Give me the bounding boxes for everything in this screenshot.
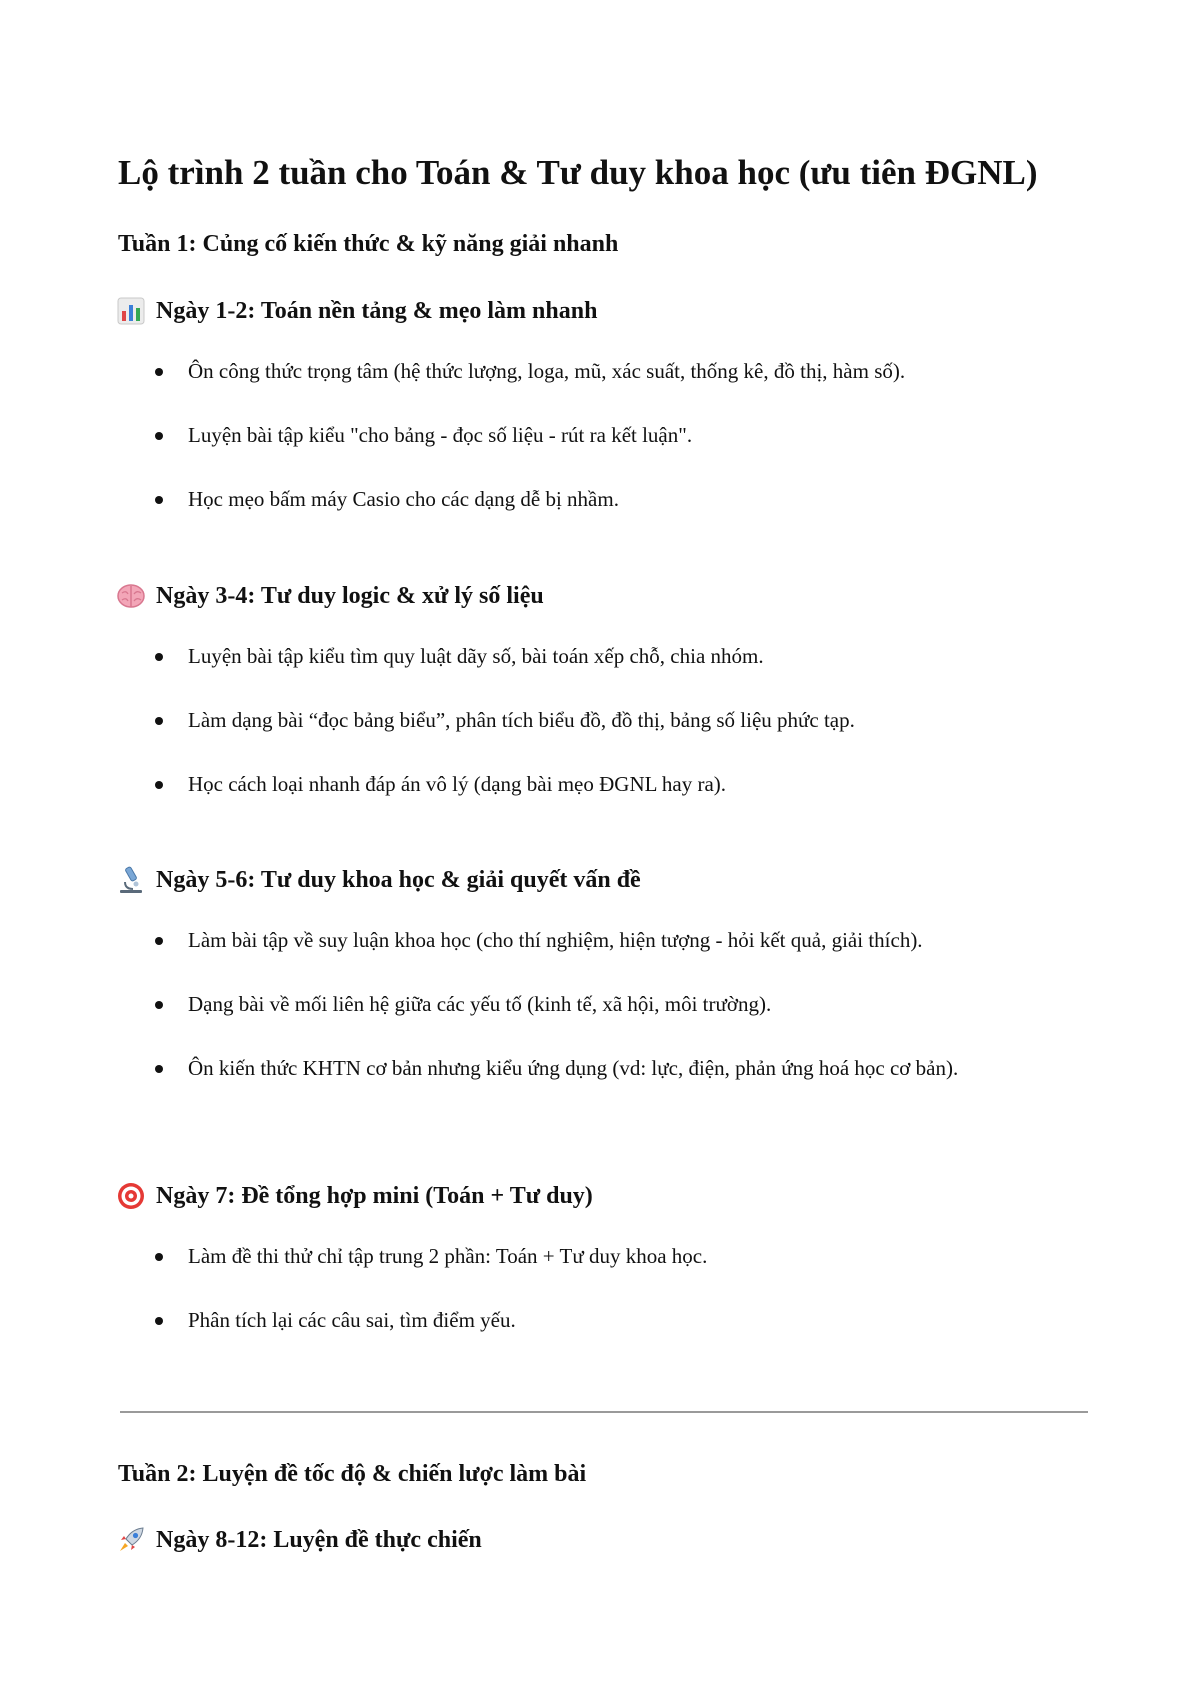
day-7-list <box>150 1240 1100 1368</box>
day-heading-label: Ngày 5-6: Tư duy khoa học & giải quyết vấn đề <box>156 867 641 893</box>
day-3-4-list <box>150 640 1100 832</box>
list-item <box>150 355 1100 387</box>
bullet-icon <box>155 1001 163 1009</box>
bullet-icon <box>155 781 163 789</box>
list-item <box>150 1052 1100 1084</box>
page-title: Lộ trình 2 tuần cho Toán & Tư duy khoa học (ưu tiên ĐGNL) <box>118 153 1038 192</box>
day-5-6-heading <box>116 864 641 896</box>
brain-icon <box>116 581 148 611</box>
list-item <box>150 640 1100 672</box>
list-item-text: Học cách loại nhanh đáp án vô lý (dạng bài mẹo ĐGNL hay ra). <box>188 772 727 796</box>
list-item <box>150 704 1100 736</box>
list-item-text: Dạng bài về mối liên hệ giữa các yếu tố (kinh tế, xã hội, môi trường). <box>188 992 772 1016</box>
list-item-text: Ôn kiến thức KHTN cơ bản nhưng kiểu ứng dụng (vd: lực, điện, phản ứng hoá học cơ bản). <box>188 1056 959 1080</box>
day-3-4-heading <box>116 580 544 612</box>
bullet-icon <box>155 1317 163 1325</box>
day-heading-label: Ngày 8-12: Luyện đề thực chiến <box>156 1527 482 1553</box>
bar-chart-icon <box>116 296 148 326</box>
week-1-heading: Tuần 1: Củng cố kiến thức & kỹ năng giải nhanh <box>118 231 619 257</box>
list-item-text: Luyện bài tập kiểu "cho bảng - đọc số liệu - rút ra kết luận". <box>188 423 693 447</box>
list-item-text: Làm đề thi thử chỉ tập trung 2 phần: Toán + Tư duy khoa học. <box>188 1244 708 1268</box>
week-2-heading: Tuần 2: Luyện đề tốc độ & chiến lược làm bài <box>118 1461 587 1487</box>
bullet-icon <box>155 368 163 376</box>
bullet-icon <box>155 717 163 725</box>
bullet-icon <box>155 653 163 661</box>
list-item <box>150 483 1100 515</box>
list-item <box>150 1240 1100 1272</box>
microscope-icon <box>116 865 148 895</box>
bullet-icon <box>155 496 163 504</box>
list-item <box>150 419 1100 451</box>
day-heading-label: Ngày 3-4: Tư duy logic & xử lý số liệu <box>156 583 544 609</box>
day-1-2-heading <box>116 295 597 327</box>
section-divider <box>120 1411 1088 1413</box>
bullet-icon <box>155 432 163 440</box>
list-item <box>150 1304 1100 1336</box>
day-1-2-list <box>150 355 1100 547</box>
list-item <box>150 768 1100 800</box>
rocket-icon <box>116 1525 148 1555</box>
list-item-text: Học mẹo bấm máy Casio cho các dạng dễ bị nhầm. <box>188 487 619 511</box>
list-item-text: Phân tích lại các câu sai, tìm điểm yếu. <box>188 1308 516 1332</box>
target-icon <box>116 1181 148 1211</box>
list-item-text: Làm bài tập về suy luận khoa học (cho thí nghiệm, hiện tượng - hỏi kết quả, giải thích). <box>188 928 923 952</box>
day-heading-label: Ngày 1-2: Toán nền tảng & mẹo làm nhanh <box>156 298 598 324</box>
bullet-icon <box>155 1065 163 1073</box>
bullet-icon <box>155 937 163 945</box>
day-5-6-list <box>150 924 1100 1116</box>
list-item <box>150 924 1100 956</box>
bullet-icon <box>155 1253 163 1261</box>
day-7-heading <box>116 1180 593 1212</box>
day-heading-label: Ngày 7: Đề tổng hợp mini (Toán + Tư duy) <box>156 1183 593 1209</box>
list-item-text: Làm dạng bài “đọc bảng biểu”, phân tích biểu đồ, đồ thị, bảng số liệu phức tạp. <box>188 708 855 732</box>
list-item-text: Ôn công thức trọng tâm (hệ thức lượng, loga, mũ, xác suất, thống kê, đồ thị, hàm số). <box>188 359 906 383</box>
list-item <box>150 988 1100 1020</box>
day-8-12-heading <box>116 1524 482 1556</box>
list-item-text: Luyện bài tập kiểu tìm quy luật dãy số, bài toán xếp chỗ, chia nhóm. <box>188 644 764 668</box>
